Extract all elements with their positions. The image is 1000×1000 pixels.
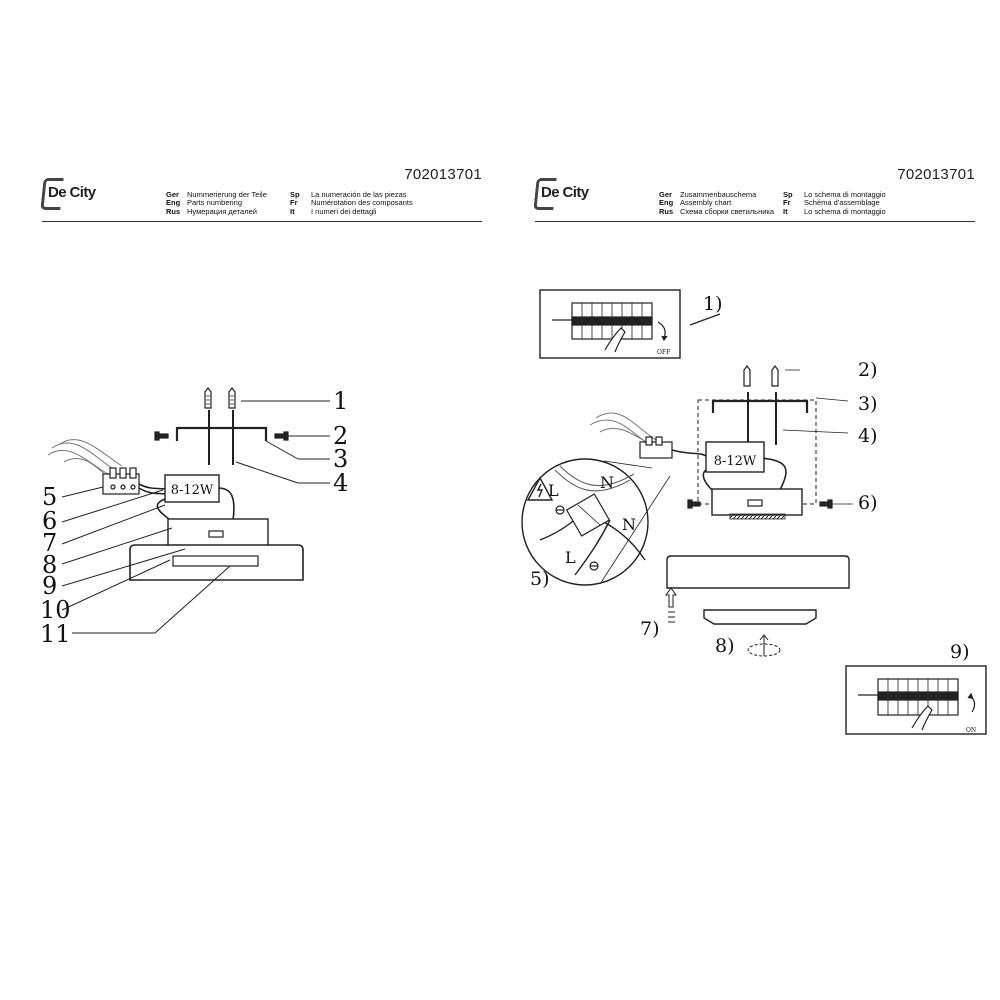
rotate-icon — [748, 635, 780, 656]
lang-code: Ger — [659, 190, 672, 199]
step-2-label: 2) — [858, 359, 878, 381]
lang-code: Rus — [166, 206, 181, 216]
bracket-screw-icon — [209, 410, 233, 465]
step-5-label: 5) — [530, 568, 550, 590]
driver-wattage-label: 8-12W — [170, 483, 214, 498]
brand-name: De City — [541, 184, 589, 201]
leader-lines — [62, 401, 330, 633]
lang-title: Assembly chart — [680, 198, 732, 208]
callout-11: 11 — [40, 620, 71, 648]
step-9-label: 9) — [950, 641, 970, 663]
inner-disc — [704, 610, 816, 624]
callout-5: 5 — [42, 483, 58, 511]
callout-10: 10 — [40, 596, 71, 624]
breaker-on-label: ON — [966, 727, 977, 734]
callout-9: 9 — [42, 572, 58, 600]
diffuser-cover — [667, 556, 849, 588]
breaker-on-panel — [846, 666, 986, 734]
wiring-detail-circle — [522, 459, 670, 585]
wall-anchor-icon — [205, 388, 235, 408]
document-number: 702013701 — [404, 166, 482, 183]
lang-code: It — [290, 206, 295, 216]
step-8-label: 8) — [715, 635, 735, 657]
step-4-label: 4) — [858, 425, 878, 447]
driver-wattage-label: 8-12W — [713, 454, 757, 469]
lang-code: Ger — [166, 190, 179, 199]
parts-exploded-view — [48, 388, 330, 633]
lang-code: It — [783, 206, 788, 216]
lang-code: Sp — [783, 190, 793, 199]
mounting-bracket — [177, 428, 266, 441]
step-1-label: 1) — [703, 293, 723, 315]
lang-code: Eng — [166, 198, 181, 208]
lang-title: I numeri dei dettagli — [311, 206, 377, 216]
terminal-block — [640, 437, 672, 458]
lang-code: Fr — [783, 198, 791, 208]
lang-code: Fr — [290, 198, 298, 208]
lang-title: La numeración de las piezas — [311, 190, 407, 199]
lang-title: Lo schema di montaggio — [804, 190, 886, 199]
callout-2: 2 — [333, 422, 349, 450]
step-7-label: 7) — [640, 618, 660, 640]
callout-8: 8 — [42, 551, 58, 579]
wire-letter-l: L — [548, 481, 559, 500]
breaker-off-label: OFF — [657, 349, 671, 356]
lang-title: Parts numbering — [187, 198, 243, 208]
lang-title: Схема сборки светильника — [680, 206, 775, 216]
callout-3: 3 — [333, 445, 349, 473]
step-6-label: 6) — [858, 492, 878, 514]
brand-name: De City — [48, 184, 96, 201]
parts-callout-numbers — [40, 387, 348, 648]
callout-1: 1 — [333, 387, 349, 415]
terminal-block — [103, 468, 139, 494]
lang-code: Sp — [290, 190, 300, 199]
lang-title: Lo schema di montaggio — [804, 206, 886, 216]
lang-code: Rus — [659, 206, 674, 216]
callout-4: 4 — [333, 469, 349, 497]
wire-letter-l: L — [565, 548, 576, 567]
callout-6: 6 — [42, 507, 58, 535]
side-screw-icon — [155, 432, 288, 440]
wire-letter-n: N — [622, 515, 636, 534]
wall-anchor-icon — [744, 366, 778, 386]
lang-title: Schéma d'assemblage — [804, 198, 880, 208]
inner-disc — [173, 556, 258, 566]
wire-letter-n: N — [600, 473, 614, 492]
lang-title: Nummerierung der Teile — [187, 190, 267, 199]
lang-code: Eng — [659, 198, 674, 208]
led-base-plate — [712, 489, 802, 515]
step-3-label: 3) — [858, 393, 878, 415]
breaker-off-panel — [540, 290, 720, 358]
up-arrow-icon — [666, 588, 676, 607]
mounting-bracket — [713, 401, 807, 413]
lang-title: Numérotation des composants — [311, 198, 413, 208]
lang-title: Нумерация деталей — [187, 206, 257, 216]
document-number: 702013701 — [897, 166, 975, 183]
callout-7: 7 — [42, 529, 58, 557]
lang-title: Zusammenbauschema — [680, 190, 757, 199]
